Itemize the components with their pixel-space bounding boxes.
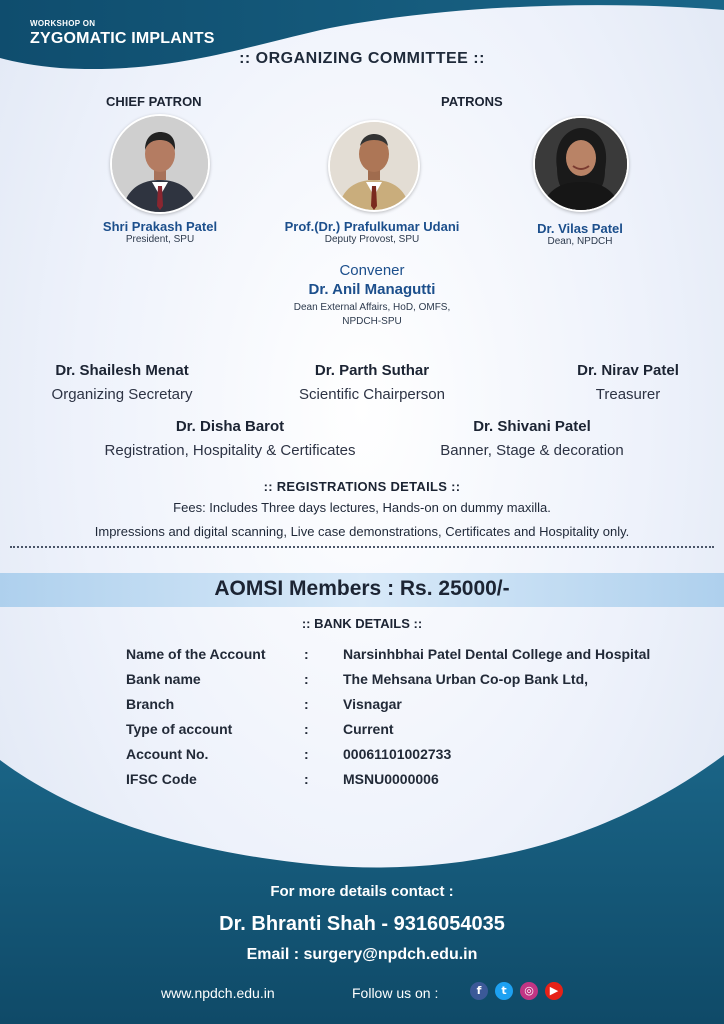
bank-value: Narsinhbhai Patel Dental College and Hospital <box>343 646 651 662</box>
youtube-icon[interactable]: ▶ <box>545 982 563 1000</box>
instagram-icon[interactable]: ◎ <box>520 982 538 1000</box>
member-card-5 <box>412 418 652 459</box>
registration-title: :: REGISTRATIONS DETAILS :: <box>263 479 461 494</box>
bank-sep: : <box>304 771 309 787</box>
twitter-icon[interactable]: t <box>495 982 513 1000</box>
patron-role: Deputy Provost, SPU <box>324 234 420 245</box>
patron-name: Shri Prakash Patel <box>102 219 218 234</box>
photo-prakash-patel <box>110 114 210 214</box>
contact-email[interactable]: Email : surgery@npdch.edu.in <box>246 946 478 963</box>
photo-vilas-patel <box>533 116 629 212</box>
bank-value: MSNU0000006 <box>343 771 439 787</box>
member-name: Dr. Nirav Patel <box>577 362 679 379</box>
bank-table <box>126 646 706 796</box>
organizing-committee-title: :: ORGANIZING COMMITTEE :: <box>239 50 485 67</box>
member-card-4 <box>70 418 390 459</box>
patron-role: Dean, NPDCH <box>547 236 613 247</box>
convener-label: Convener <box>339 262 405 279</box>
member-role: Treasurer <box>595 386 661 403</box>
bank-details-title: :: BANK DETAILS :: <box>301 616 423 631</box>
bank-key: Branch <box>126 696 175 712</box>
bank-key: Type of account <box>126 721 233 737</box>
bank-value: 00061101002733 <box>343 746 452 762</box>
member-name: Dr. Shailesh Menat <box>55 362 189 379</box>
patron-card-3 <box>500 221 660 247</box>
member-name: Dr. Shivani Patel <box>473 418 591 435</box>
patron-role: President, SPU <box>125 234 195 245</box>
convener-name: Dr. Anil Managutti <box>308 281 436 298</box>
bank-row <box>126 646 706 671</box>
bank-sep: : <box>304 696 309 712</box>
avatar-icon <box>330 122 418 210</box>
bank-row <box>126 696 706 721</box>
dotted-divider <box>10 546 714 548</box>
convener-role-line1: Dean External Affairs, HoD, OMFS, <box>293 302 451 313</box>
member-role: Scientific Chairperson <box>299 386 445 403</box>
bank-value: The Mehsana Urban Co-op Bank Ltd, <box>343 671 589 687</box>
bank-sep: : <box>304 721 309 737</box>
bank-sep: : <box>304 671 309 687</box>
workshop-on-label: WORKSHOP ON <box>30 19 96 28</box>
patron-name: Dr. Vilas Patel <box>537 221 623 236</box>
member-name: Dr. Parth Suthar <box>314 362 430 379</box>
bank-row <box>126 671 706 696</box>
workshop-title: ZYGOMATIC IMPLANTS <box>30 30 215 47</box>
website-link[interactable]: www.npdch.edu.in <box>161 985 275 1001</box>
patron-card-2 <box>262 219 482 245</box>
aomsi-fee: AOMSI Members : Rs. 25000/- <box>214 577 510 600</box>
chief-patron-label: CHIEF PATRON <box>106 94 202 109</box>
photo-prafulkumar-udani <box>328 120 420 212</box>
registration-line-1: Fees: Includes Three days lectures, Hands-on on dummy maxilla. <box>173 500 551 515</box>
convener-block <box>222 262 522 329</box>
facebook-icon[interactable]: f <box>470 982 488 1000</box>
convener-role-line2: NPDCH-SPU <box>342 316 402 327</box>
bank-row <box>126 746 706 771</box>
member-role: Banner, Stage & decoration <box>440 442 624 459</box>
bank-value: Current <box>343 721 394 737</box>
bank-sep: : <box>304 746 309 762</box>
member-card-2 <box>272 362 472 403</box>
follow-us-label: Follow us on : <box>352 985 439 1001</box>
member-role: Organizing Secretary <box>51 386 193 403</box>
bank-row <box>126 771 706 796</box>
contact-label: For more details contact : <box>270 883 454 900</box>
avatar-icon <box>535 118 627 210</box>
bank-key: Bank name <box>126 671 201 687</box>
bank-key: Name of the Account <box>126 646 266 662</box>
registration-line-2: Impressions and digital scanning, Live case demonstrations, Certificates and Hospitality only. <box>94 524 630 539</box>
member-name: Dr. Disha Barot <box>175 418 285 435</box>
bank-key: Account No. <box>126 746 209 762</box>
bank-sep: : <box>304 646 309 662</box>
member-card-3 <box>538 362 718 403</box>
avatar-icon <box>112 116 208 212</box>
bank-key: IFSC Code <box>126 771 197 787</box>
member-card-1 <box>22 362 222 403</box>
bank-value: Visnagar <box>343 696 402 712</box>
member-role: Registration, Hospitality & Certificates <box>104 442 356 459</box>
patron-card-1 <box>60 219 260 245</box>
patrons-label: PATRONS <box>441 94 503 109</box>
bank-row <box>126 721 706 746</box>
patron-name: Prof.(Dr.) Prafulkumar Udani <box>284 219 460 234</box>
contact-person: Dr. Bhranti Shah - 9316054035 <box>219 913 505 935</box>
